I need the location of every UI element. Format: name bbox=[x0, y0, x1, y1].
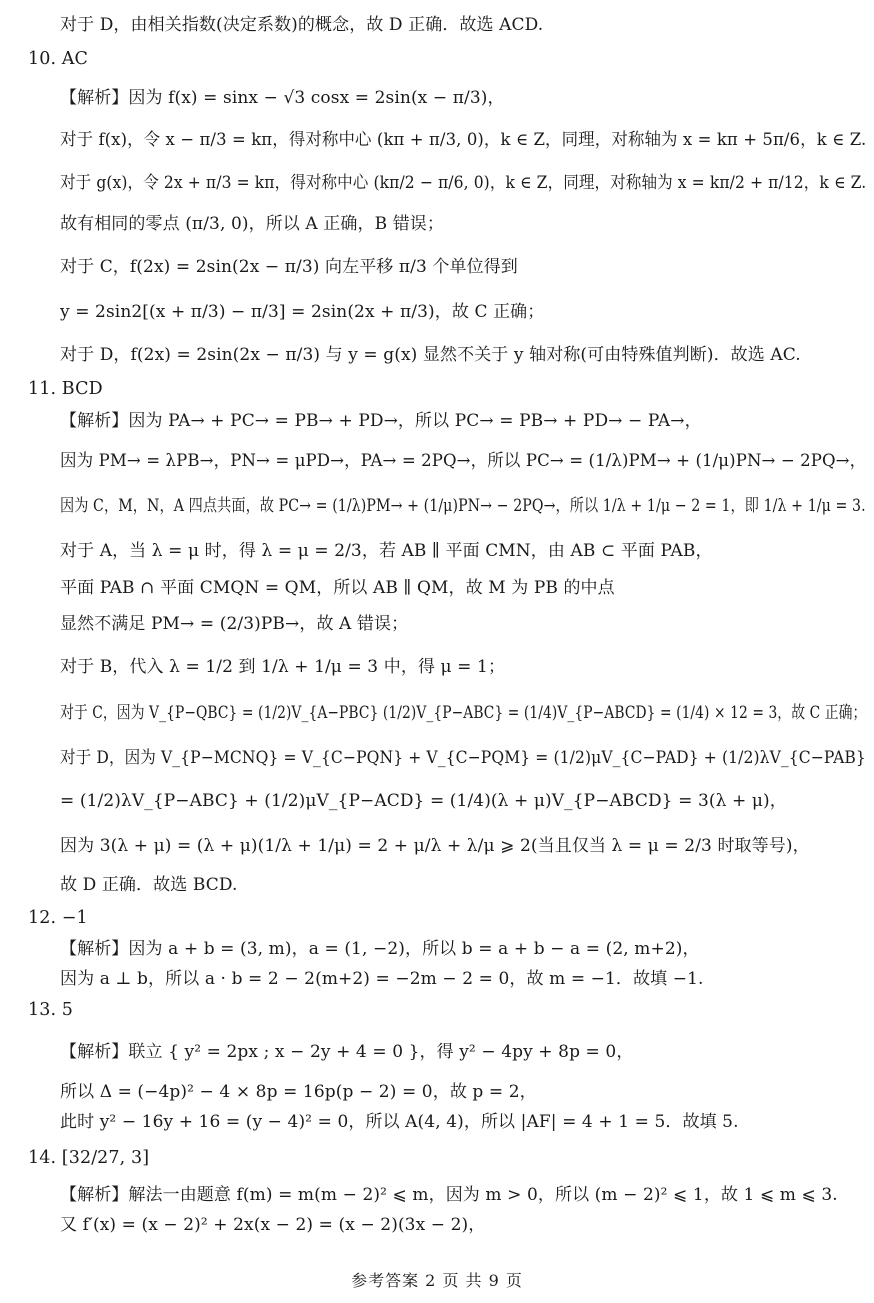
text-line: 所以 Δ = (−4p)² − 4 × 8p = 16p(p − 2) = 0，故 p = 2， bbox=[60, 1082, 537, 1102]
text-line: 对于 g(x)，令 2x + π/3 = kπ，得对称中心 (kπ/2 − π/6, 0)，k ∈ Z，同理，对称轴为 x = kπ/2 + π/12，k ∈ Z. bbox=[60, 173, 867, 193]
question-number: 13. 5 bbox=[28, 1000, 74, 1020]
text-line: 对于 f(x)，令 x − π/3 = kπ，得对称中心 (kπ + π/3, 0)，k ∈ Z，同理，对称轴为 x = kπ + 5π/6，k ∈ Z. bbox=[60, 130, 867, 150]
text-line: 对于 C，f(2x) = 2sin(2x − π/3) 向左平移 π/3 个单位得到 bbox=[60, 257, 518, 277]
text-line: 对于 D，f(2x) = 2sin(2x − π/3) 与 y = g(x) 显然不关于 y 轴对称(可由特殊值判断)．故选 AC. bbox=[60, 345, 801, 365]
text-line: 此时 y² − 16y + 16 = (y − 4)² = 0，所以 A(4, 4)，所以 |AF| = 4 + 1 = 5．故填 5. bbox=[60, 1112, 739, 1132]
text-line: 显然不满足 PM→ = (2/3)PB→，故 A 错误； bbox=[60, 614, 409, 634]
page-footer: 参考答案 2 页 共 9 页 bbox=[351, 1271, 523, 1290]
text-line: y = 2sin2[(x + π/3) − π/3] = 2sin(2x + π/3)，故 C 正确； bbox=[60, 302, 545, 322]
question-number: 12. −1 bbox=[28, 908, 88, 928]
question-number: 14. [32/27, 3] bbox=[28, 1148, 150, 1168]
text-line: 对于 B，代入 λ = 1/2 到 1/λ + 1/μ = 3 中，得 μ = 1； bbox=[60, 657, 506, 677]
text-line: = (1/2)λV_{P−ABC} + (1/2)μV_{P−ACD} = (1/4)(λ + μ)V_{P−ABCD} = 3(λ + μ)， bbox=[60, 791, 787, 811]
text-line: 【解析】解法一由题意 f(m) = m(m − 2)² ⩽ m，因为 m > 0，所以 (m − 2)² ⩽ 1，故 1 ⩽ m ⩽ 3. bbox=[60, 1185, 838, 1205]
text-line: 【解析】因为 f(x) = sinx − √3 cosx = 2sin(x − π/3)， bbox=[60, 88, 505, 108]
text-line: 因为 PM→ = λPB→，PN→ = μPD→，PA→ = 2PQ→，所以 PC→ = (1/λ)PM→ + (1/μ)PN→ − 2PQ→， bbox=[60, 451, 867, 471]
text-line: 【解析】因为 PA→ + PC→ = PB→ + PD→，所以 PC→ = PB→ + PD→ − PA→， bbox=[60, 411, 702, 431]
text-line: 【解析】联立 { y² = 2px ; x − 2y + 4 = 0 }，得 y² − 4py + 8p = 0， bbox=[60, 1042, 634, 1062]
text-line: 对于 C，因为 V_{P−QBC} = (1/2)V_{A−PBC} (1/2)V_{P−ABC} = (1/4)V_{P−ABCD} = (1/4) × 12 = 3，故 C 正确； bbox=[60, 703, 867, 723]
text-line: 又 f′(x) = (x − 2)² + 2x(x − 2) = (x − 2)(3x − 2)， bbox=[60, 1215, 486, 1235]
text-line: 对于 A，当 λ = μ 时，得 λ = μ = 2/3，若 AB ∥ 平面 CMN，由 AB ⊂ 平面 PAB， bbox=[60, 541, 713, 561]
question-number: 11. BCD bbox=[28, 379, 103, 399]
text-line: 因为 C，M，N，A 四点共面，故 PC→ = (1/λ)PM→ + (1/μ)PN→ − 2PQ→，所以 1/λ + 1/μ − 2 = 1，即 1/λ + 1/μ = 3. bbox=[60, 496, 866, 516]
text-line: 平面 PAB ∩ 平面 CMQN = QM，所以 AB ∥ QM，故 M 为 PB 的中点 bbox=[60, 578, 615, 598]
question-number: 10. AC bbox=[28, 49, 89, 69]
text-line: 【解析】因为 a + b = (3, m)，a = (1, −2)，所以 b = a + b − a = (2, m+2)， bbox=[60, 939, 700, 959]
text-line: 因为 a ⊥ b，所以 a · b = 2 − 2(m+2) = −2m − 2 = 0，故 m = −1．故填 −1. bbox=[60, 969, 704, 989]
text-line: 故 D 正确．故选 BCD. bbox=[60, 875, 238, 895]
text-line: 因为 3(λ + μ) = (λ + μ)(1/λ + 1/μ) = 2 + μ/λ + λ/μ ⩾ 2(当且仅当 λ = μ = 2/3 时取等号)， bbox=[60, 836, 810, 856]
text-line: 对于 D，由相关指数(决定系数)的概念，故 D 正确．故选 ACD. bbox=[60, 15, 544, 35]
text-line: 对于 D，因为 V_{P−MCNQ} = V_{C−PQN} + V_{C−PQM} = (1/2)μV_{C−PAD} + (1/2)λV_{C−PAB} bbox=[60, 748, 866, 768]
text-line: 故有相同的零点 (π/3, 0)，所以 A 正确，B 错误； bbox=[60, 214, 444, 234]
